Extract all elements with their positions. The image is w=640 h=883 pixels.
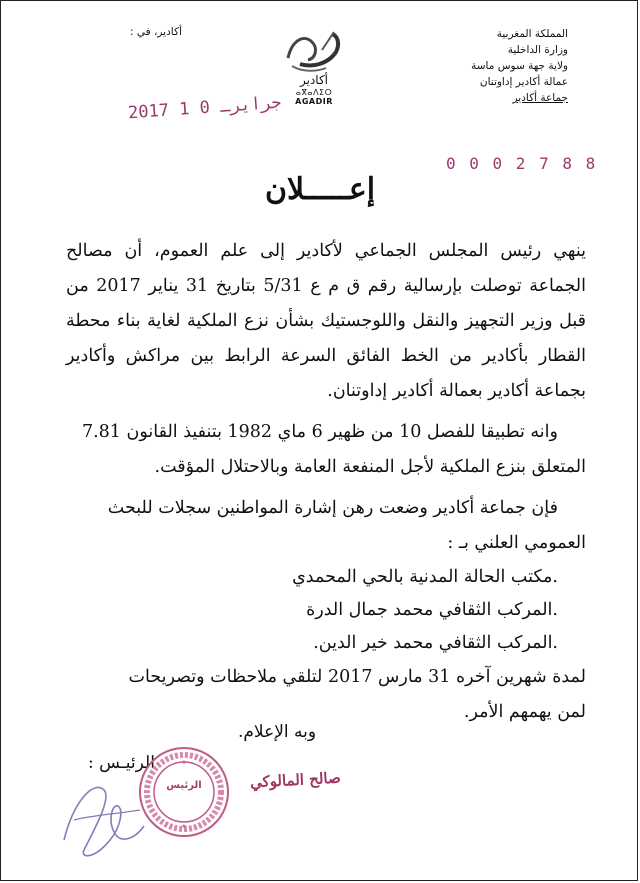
body-line: وانه تطبيقا للفصل 10 من ظهير 6 ماي 1982 بتنفيذ القانون 7.81 (81, 422, 558, 442)
kingdom-line: المملكة المغربية (496, 28, 568, 40)
logo-arabic-text: أكادير (299, 73, 328, 87)
announcement-title: إعـــــلان (264, 172, 376, 207)
location-item: .المركب الثقافي محمد خير الدين. (313, 633, 558, 653)
body-line: فإن جماعة أكادير وضعت رهن إشارة المواطنين سجلات للبحث (107, 498, 558, 518)
prefecture-line: عمالة أكادير إداوتنان (479, 76, 568, 88)
seal-text: الرئيس (166, 780, 202, 791)
region-line: ولاية جهة سوس ماسة (471, 60, 568, 72)
location-item: .مكتب الحالة المدنية بالحي المحمدي (292, 567, 558, 587)
svg-text:★: ★ (181, 823, 187, 830)
svg-text:★: ★ (181, 759, 187, 766)
ministry-line: وزارة الداخلية (507, 44, 568, 56)
body-line: العمومي العلني بـ : (447, 533, 586, 553)
president-label: الرئيـس : (88, 753, 155, 773)
agadir-logo (268, 28, 360, 106)
locations-list (66, 561, 586, 660)
announcement-body (66, 234, 586, 730)
letterhead (418, 26, 568, 106)
body-line: القطار بأكادير من الخط الفائق السرعة الرابط بين مراكش وأكادير (66, 346, 586, 366)
received-date-stamp: 2017 جرايرـ 0 1 (127, 92, 283, 124)
agadir-emblem-icon (282, 28, 346, 74)
logo-latin-text: AGADIR (295, 97, 333, 106)
body-line: لمدة شهرين آخره 31 مارس 2017 لتلقي ملاحظات وتصريحات (128, 667, 586, 687)
body-line: قبل وزير التجهيز والنقل واللوجستيك بشأن نزع الملكية لغاية بناء محطة (66, 311, 586, 331)
body-line: المتعلق بنزع الملكية لأجل المنفعة العامة وبالاحتلال المؤقت. (154, 457, 586, 477)
location-item: .المركب الثقافي محمد جمال الدرة (306, 600, 558, 620)
body-line: ينهي رئيس المجلس الجماعي لأكادير إلى علم العموم، أن مصالح (66, 241, 586, 261)
body-line: لمن يهمهم الأمر. (463, 702, 586, 722)
commune-line: جماعة أكادير (512, 92, 568, 104)
signer-name: صالح المالوكي (249, 768, 342, 792)
logo-tifinagh-text: ⴰⴳⴰⴷⵉⵔ (295, 88, 333, 97)
body-line: الجماعة توصلت بإرسالية رقم ق م ع 5/31 بتاريخ 31 يناير 2017 من (66, 276, 586, 296)
signature-icon (54, 770, 164, 870)
place-date-line: أكادير، في : (130, 26, 182, 38)
body-line: بجماعة أكادير بعمالة أكادير إداوتنان. (327, 381, 586, 401)
serial-number-stamp: 0 0 0 2 7 8 8 (446, 154, 598, 173)
closing-line: وبه الإعلام. (238, 722, 317, 742)
